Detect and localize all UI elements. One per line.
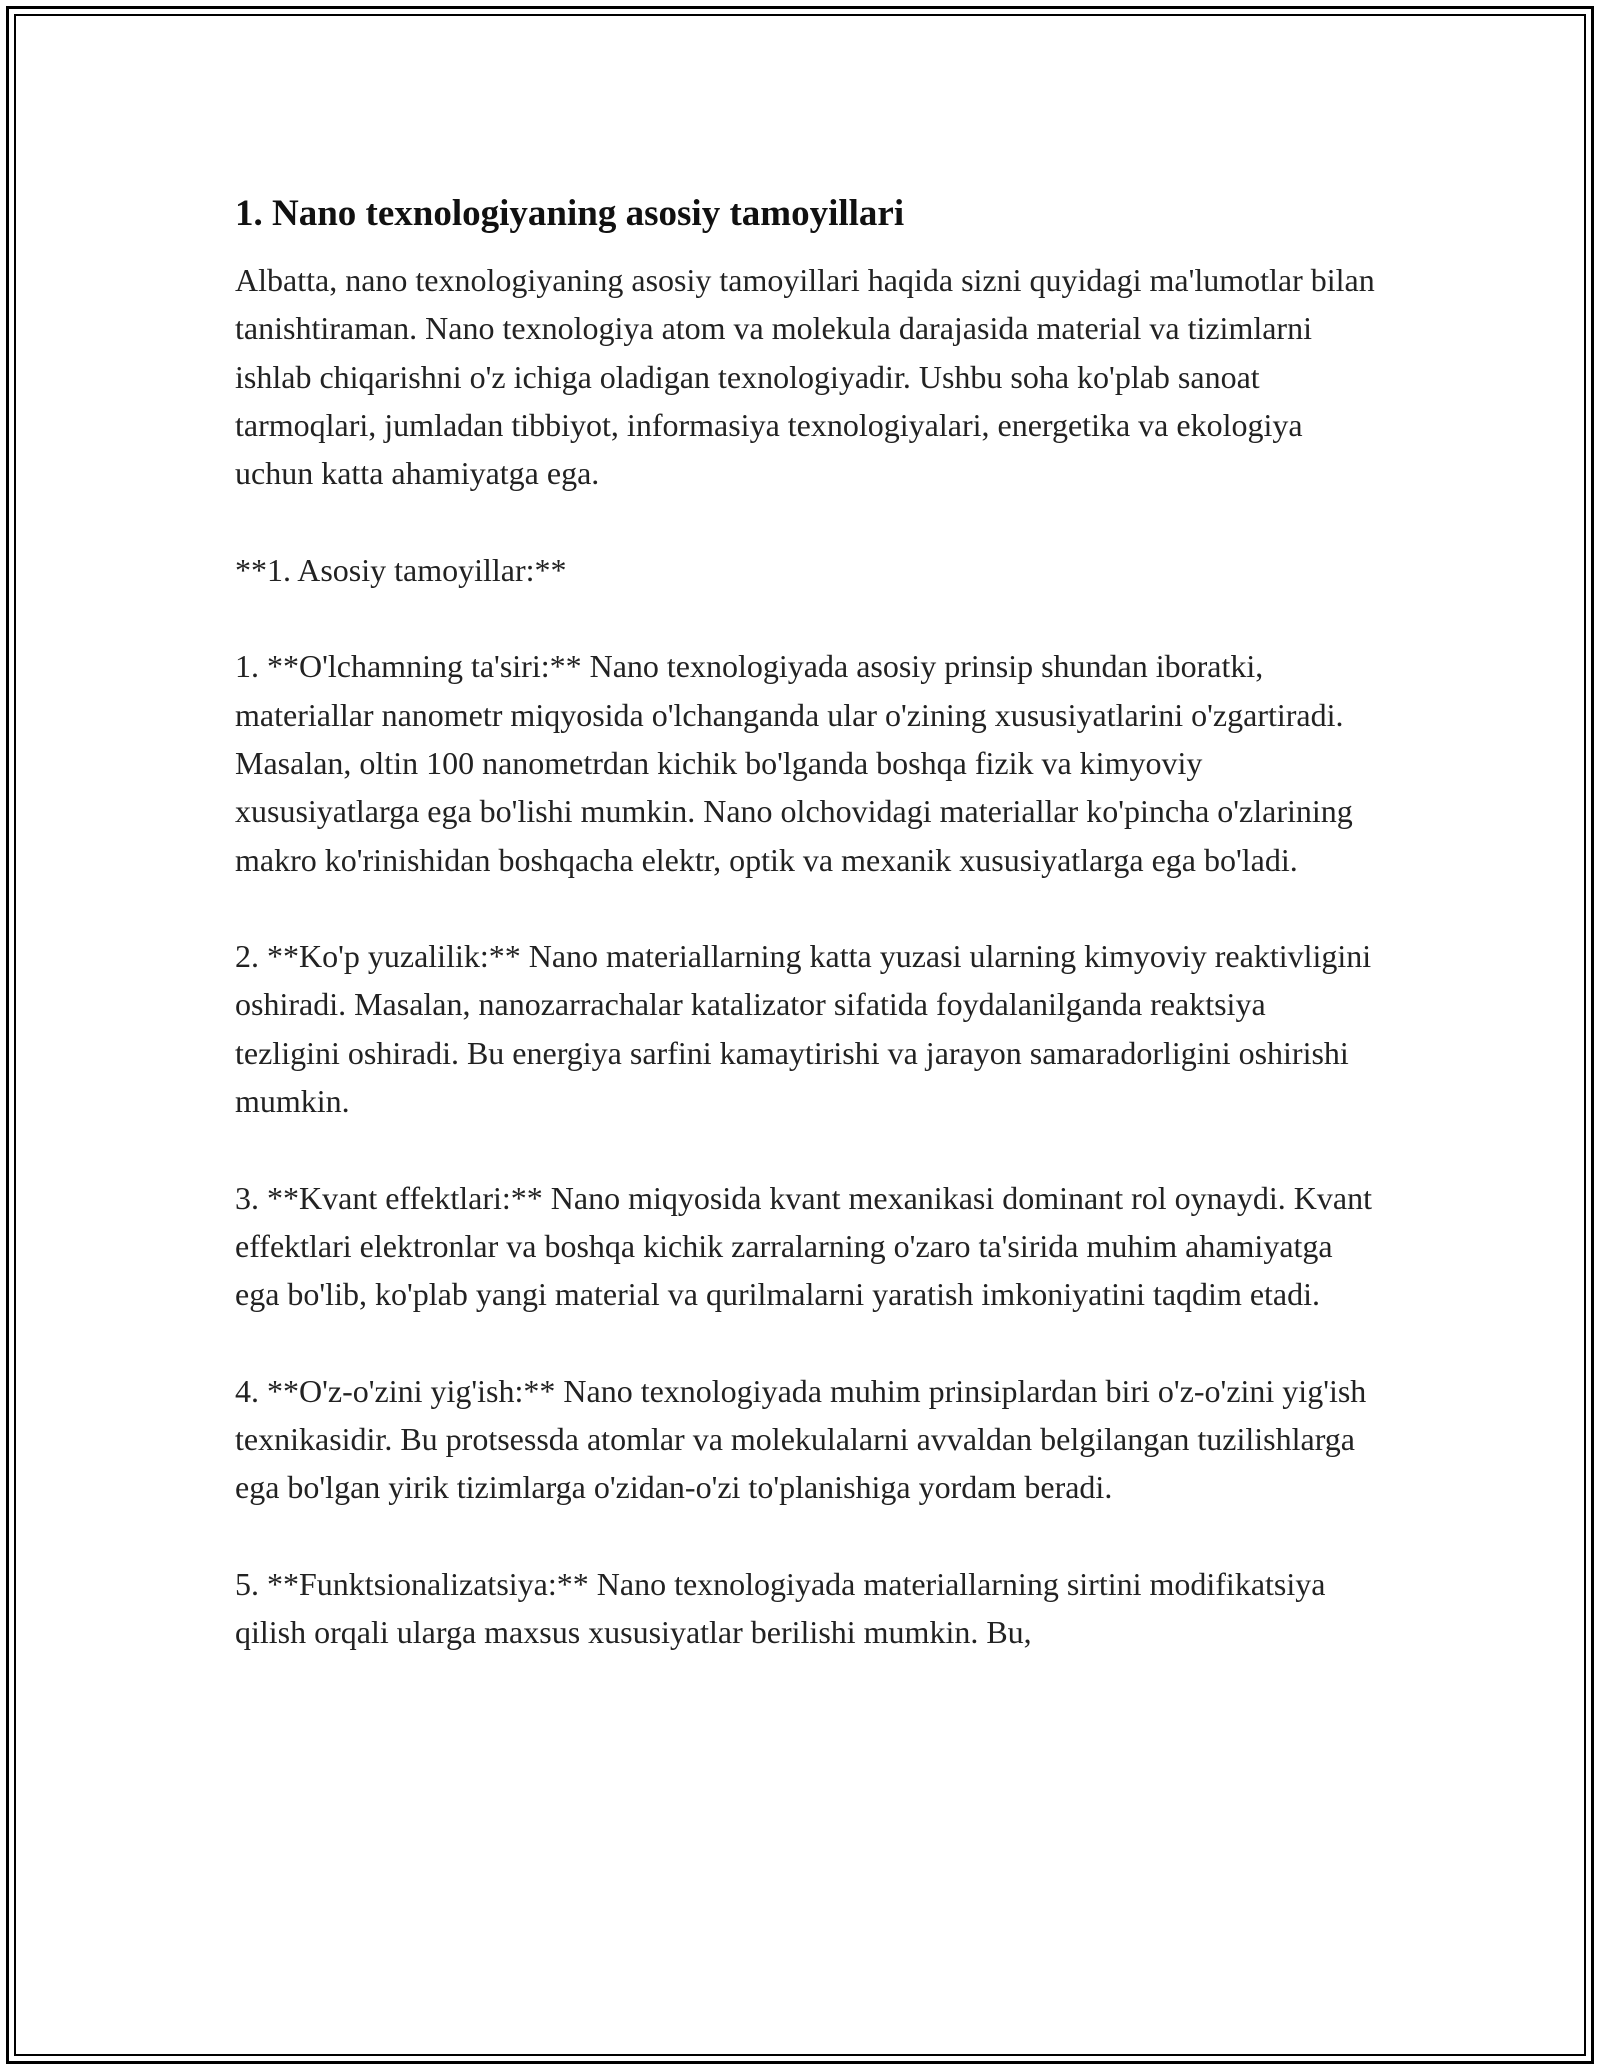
principle-self-assembly: 4. **O'z-o'zini yig'ish:** Nano texnologiyada muhim prinsiplardan biri o'z-o'zini yig'ish texnikasidir. Bu protsessda atomlar va molekulalarni avvaldan belgilangan tuzilishlarga ega bo'lgan yirik tizimlarga o'zidan-o'zi to'planishiga yordam beradi. bbox=[235, 1372, 1367, 1506]
document-title: 1. Nano texnologiyaning asosiy tamoyillari bbox=[235, 193, 905, 234]
document-body bbox=[235, 186, 1375, 1657]
principle-quantum-effects: 3. **Kvant effektlari:** Nano miqyosida kvant mexanikasi dominant rol oynaydi. Kvant effektlari elektronlar va boshqa kichik zarralarning o'zaro ta'sirida muhim ahamiyatga ega bo'lib, ko'plab yangi material va qurilmalarni yaratish imkoniyatini taqdim etadi. bbox=[235, 1179, 1372, 1313]
principle-size-effect: 1. **O'lchamning ta'siri:** Nano texnologiyada asosiy prinsip shundan iboratki, materiallar nanometr miqyosida o'lchanganda ular o'zining xususiyatlarini o'zgartiradi. Masalan, oltin 100 nanometrdan kichik bo'lganda boshqa fizik va kimyoviy xususiyatlarga ega bo'lishi mumkin. Nano olchovidagi materiallar ko'pincha o'zlarining makro ko'rinishidan boshqacha elektr, optik va mexanik xususiyatlarga ega bo'ladi. bbox=[235, 648, 1353, 878]
intro-paragraph: Albatta, nano texnologiyaning asosiy tamoyillari haqida sizni quyidagi ma'lumotlar bilan tanishtiraman. Nano texnologiya atom va molekula darajasida material va tizimlarni ishlab chiqarishni o'z ichiga oladigan texnologiyadir. Ushbu soha ko'plab sanoat tarmoqlari, jumladan tibbiyot, informasiya texnologiyalari, energetika va ekologiya uchun katta ahamiyatga ega. bbox=[235, 262, 1375, 492]
section-heading: **1. Asosiy tamoyillar:** bbox=[235, 551, 567, 588]
principle-surface-area: 2. **Ko'p yuzalilik:** Nano materiallarning katta yuzasi ularning kimyoviy reaktivligini oshiradi. Masalan, nanozarrachalar katalizator sifatida foydalanilganda reaktsiya tezligini oshiradi. Bu energiya sarfini kamaytirishi va jarayon samaradorligini oshirishi mumkin. bbox=[235, 938, 1372, 1120]
principle-functionalization: 5. **Funktsionalizatsiya:** Nano texnologiyada materiallarning sirtini modifikatsiya qilish orqali ularga maxsus xususiyatlar berilishi mumkin. Bu, bbox=[235, 1566, 1326, 1651]
